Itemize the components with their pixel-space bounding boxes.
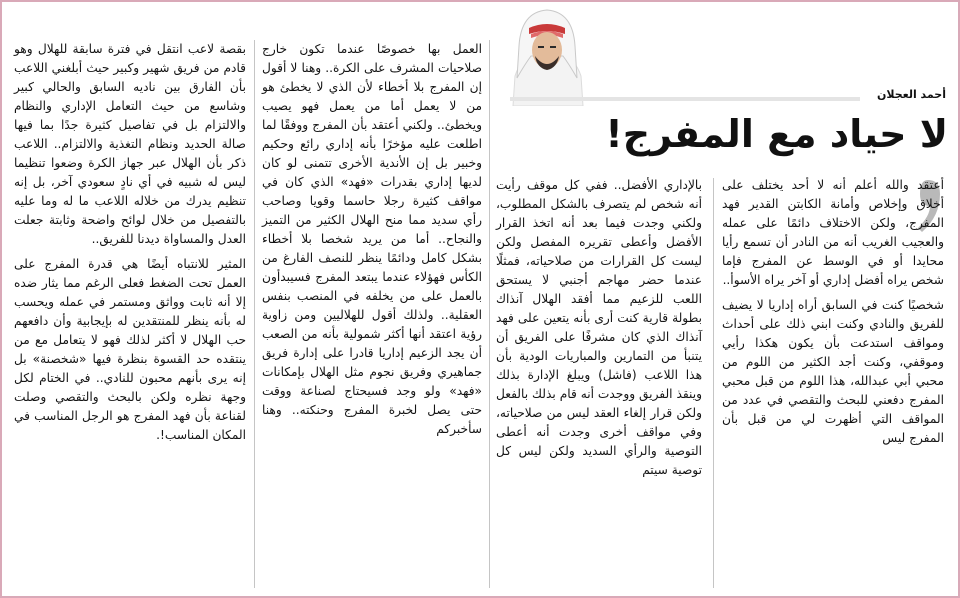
article-column-4 <box>14 40 246 451</box>
author-byline: أحمد العجلان <box>876 88 946 101</box>
article-column-2 <box>496 176 702 486</box>
paragraph: شخصيًا كنت في السابق أراه إداريا لا يضيف للفريق والنادي وكنت ابني ذلك على أحداث ومواقف استدعت بأن يكون هكذا رأيي وموقفي، وكنت أجد الكثير من اللوم من محبي أبي عبدالله، هذا اللوم من قبل محبي المفرج دفعني للبحث والتقصي في عدد من المواقف التي أظهرت لي من قبل بأن المفرج ليس <box>722 298 944 445</box>
author-portrait <box>505 6 589 106</box>
article-column-3 <box>262 40 482 445</box>
paragraph: بقصة لاعب انتقل في فترة سابقة للهلال وهو قادم من فريق شهير وكبير حيث أبلغني اللاعب بأن الفارق بين ناديه السابق والحالي كبير وشاسع من حيث التعامل الإداري والنظام والالتزام بل في تفاصيل كثيرة جدًا بما فيها صالة الحديد ونظام التغذية والالتزام.. اللاعب ذكر بأن الهلال عبر جهاز الكرة وضعوا تنظيما ليس له شبيه في أي نادٍ سعودي آخر، بل إنه تنظيم يدرك من خلاله اللاعب ما له وما عليه بالتفصيل من خلال لوائح واضحة وثابتة جعلت العدل والمساواة ديدنا للفريق.. <box>14 42 246 246</box>
article-title: لا حياد مع المفرج! <box>605 112 948 156</box>
paragraph: العمل بها خصوصًا عندما تكون خارج صلاحيات المشرف على الكرة.. وهنا لا أقول إن المفرج بلا أخطاء لأن الذي لا يخطئ هو من لا يعمل أما من يعمل فهو يصيب ويخطئ.. ولكني أعتقد بأن المفرج ووفقًا لما اطلعت عليه مؤخرًا بأنه إداري رائع وحكيم وخبير بل إن الأندية الأخرى تتمنى لو كان لديها إداري بقدرات «فهد» الذي كان في مواقف كثيرة رجلا حاسما وقويا وصاحب رأي سديد مما منح الهلال الكثير من التميز والنجاح.. أما من يريد شخصا بلا أخطاء بشكل كامل ودائمًا ينظر للنصف الفارغ من الكأس فهؤلاء عندما يبتعد المفرج فسيبدأون بالعمل على من يخلفه في المنصب بنفس العقلية.. ولذلك أقول للهلاليين ومن زاوية رؤية اعتقد أنها أكثر شمولية بأنه من الصعب أن يجد الزعيم إداريا قادرا على إدارة فريق جماهيري وفريق نجوم مثل الهلال بإمكانات «فهد» ولو وجد فسيحتاج لصناعة ووقت حتى يصل لخبرة المفرج وحنكته.. وهنا سأخبركم <box>262 42 482 436</box>
byline-rule <box>510 97 860 101</box>
paragraph: المثير للانتباه أيضًا هي قدرة المفرج على العمل تحت الضغط فعلى الرغم مما يثار ضده إلا أنه ثابت وواثق ومستمر في عمله ويحسب له بأنه ينظر للمنتقدين له بإيجابية وأن دافعهم حب الهلال لا أكثر لذلك فهو لا يتعامل مع من ينتقده حد القسوة بنظرة فيها «شخصنة» بل إنه يرى بأنهم محبون للنادي.. في الختام لكل وجهة نظره ولكن بالبحث والتقصي وصلت لقناعة بأن فهد المفرج هو الرجل المناسب في المكان المناسب!. <box>14 257 246 442</box>
paragraph: أعتقد والله أعلم أنه لا أحد يختلف على أخلاق وإخلاص وأمانة الكابتن القدير فهد المفرج، ولكن الاختلاف دائمًا على عمله والعجيب الغريب أنه من النادر أن تسمع رأيا محايدا أو في الوسط عن المفرج فإما شخص يراه أفضل إداري أو آخر يراه الأسوأ.. <box>722 178 944 287</box>
column-rule <box>254 40 255 588</box>
column-rule <box>713 178 714 588</box>
article-column-1 <box>722 176 944 454</box>
column-rule <box>489 40 490 588</box>
paragraph: بالإداري الأفضل.. ففي كل موقف رأيت أنه شخص لم يتصرف بالشكل المطلوب، ولكني وجدت فيما بعد أنه اتخذ القرار الأفضل وأعطى تقريره المفصل ولكن ليست كل القرارات من صلاحياته، فمثلًا عندما حضر مهاجم أجنبي لا يستحق اللعب للزعيم مما أفقد الهلال آنذاك بطولة قارية كنت أرى بأنه يتعين على فهد آنذاك الذي كان مشرفًا على الفريق أن يتنبأ من التمارين والمباريات الودية بأن هذا اللاعب (فاشل) ويبلغ الإدارة بذلك وينقذ الفريق ووجدت أنه قام بذلك بالفعل ولكن قرار إلغاء العقد ليس من صلاحياته، وفي مواقف أخرى وجدت أنه أعطى التوصية والرأي السديد ولكن ليس كل توصية سيتم <box>496 178 702 477</box>
